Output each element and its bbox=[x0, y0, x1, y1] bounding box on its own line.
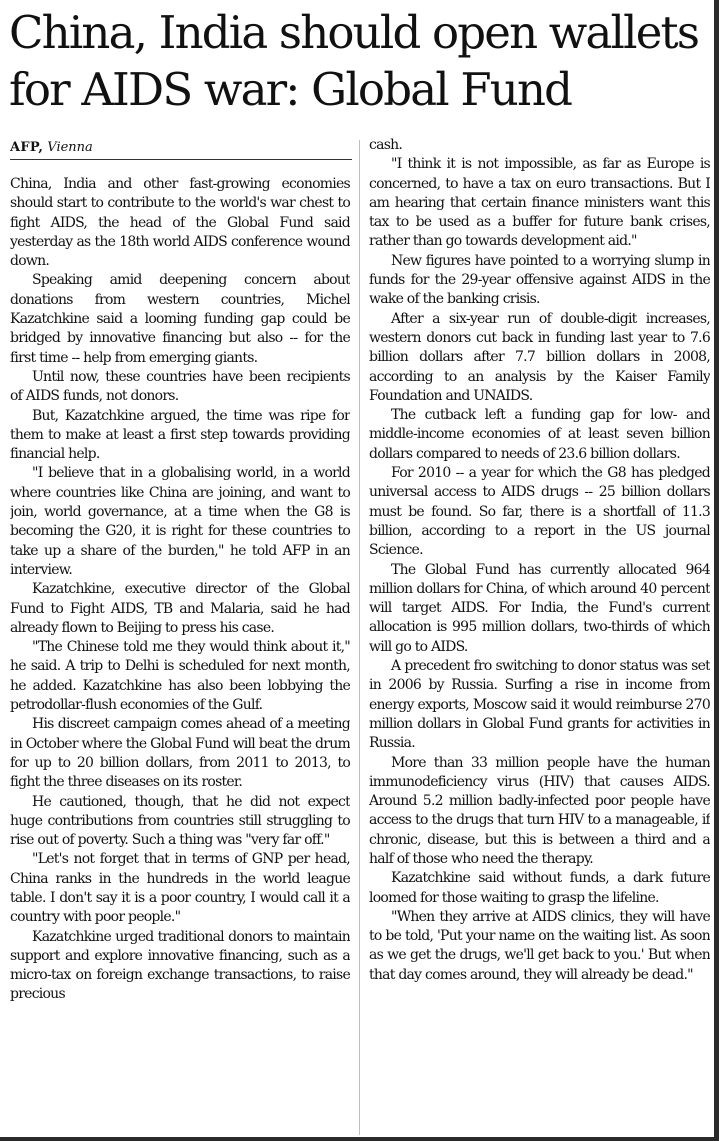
byline-location: Vienna bbox=[47, 140, 93, 155]
paragraph: China, India and other fast-growing economies should start to contribute to the world's war chest to fight AIDS, the head of the Global Fund said yesterday as the 18th world AIDS conference wound down. bbox=[10, 176, 350, 270]
byline bbox=[10, 139, 352, 160]
scan-edge-border bbox=[714, 0, 719, 1141]
paragraph: His discreet campaign comes ahead of a meeting in October where the Global Fund will beat the drum for up to 20 billion dollars, from 2011 to 2013, to fight the three diseases on its roster. bbox=[10, 716, 350, 791]
paragraph: For 2010 -- a year for which the G8 has pledged universal access to AIDS drugs -- 25 billion dollars must be found. So far, there is a shortfall of 11.3 billion, according to a report in the US journal Science. bbox=[369, 465, 710, 559]
paragraph: "When they arrive at AIDS clinics, they will have to be told, 'Put your name on the waiting list. As soon as we get the drugs, we'll get back to you.' But when that day comes around, they will already be dead." bbox=[369, 908, 710, 983]
scan-bottom-border bbox=[0, 1137, 719, 1141]
paragraph: Kazatchkine said without funds, a dark future loomed for those waiting to grasp the lifeline. bbox=[369, 870, 710, 906]
paragraph: Kazatchkine, executive director of the Global Fund to Fight AIDS, TB and Malaria, said he had already flown to Beijing to press his case. bbox=[10, 581, 350, 636]
paragraph: Speaking amid deepening concern about donations from western countries, Michel Kazatchkine said a looming funding gap could be bridged by innovative financing but also -- for the first time -- help from emerging giants. bbox=[10, 272, 350, 366]
paragraph: A precedent fro switching to donor status was set in 2006 by Russia. Surfing a rise in income from energy exports, Moscow said it would reimburse 270 million dollars in Global Fund grants for activities in Russia. bbox=[369, 658, 710, 752]
paragraph: "The Chinese told me they would think about it," he said. A trip to Delhi is scheduled for next month, he added. Kazatchkine has also been lobbying the petrodollar-flush economies of the Gulf. bbox=[10, 639, 350, 714]
byline-agency: AFP, bbox=[10, 140, 44, 155]
paragraph: He cautioned, though, that he did not expect huge contributions from countries still struggling to rise out of poverty. Such a thing was "very far off." bbox=[10, 793, 350, 849]
paragraph: Until now, these countries have been recipients of AIDS funds, not donors. bbox=[10, 368, 350, 405]
paragraph: After a six-year run of double-digit increases, western donors cut back in funding last year to 7.6 billion dollars after 7.7 billion dollars in 2008, according to an analysis by the Kaiser Family Foundation and UNAIDS. bbox=[369, 310, 710, 404]
headline: China, India should open wallets for AIDS war: Global Fund bbox=[9, 6, 699, 116]
paragraph: "Let's not forget that in terms of GNP per head, China ranks in the hundreds in the world league table. I don't say it is a poor country, I would call it a country with poor people." bbox=[10, 851, 350, 926]
paragraph: "I believe that in a globalising world, in a world where countries like China are joining, and want to join, world governance, at a time when the G8 is becoming the G20, it is right for these countries to take up a share of the burden," he told AFP in an interview. bbox=[10, 465, 350, 578]
article-column-left bbox=[10, 175, 350, 1135]
column-divider bbox=[359, 140, 360, 1135]
paragraph: More than 33 million people have the human immunodeficiency virus (HIV) that causes AIDS. Around 5.2 million badly-infected poor people have access to the drugs that turn HIV to a manageable, if chronic, disease, but this is between a third and a half of those who need the therapy. bbox=[369, 754, 710, 867]
paragraph: But, Kazatchkine argued, the time was ripe for them to make at least a first step towards providing financial help. bbox=[10, 407, 350, 463]
paragraph: New figures have pointed to a worrying slump in funds for the 29-year offensive against AIDS in the wake of the banking crisis. bbox=[369, 252, 710, 308]
paragraph: Kazatchkine urged traditional donors to maintain support and explore innovative financing, such as a micro-tax on foreign exchange transactions, to raise precious bbox=[10, 928, 350, 1003]
paragraph: The cutback left a funding gap for low- and middle-income economies of at least seven billion dollars compared to needs of 23.6 billion dollars. bbox=[369, 407, 710, 462]
paragraph: The Global Fund has currently allocated 964 million dollars for China, of which around 40 percent will target AIDS. For India, the Fund's current allocation is 995 million dollars, two-thirds of which will go to AIDS. bbox=[369, 561, 710, 655]
paragraph: "I think it is not impossible, as far as Europe is concerned, to have a tax on euro transactions. But I am hearing that certain finance ministers want this tax to be used as a buffer for future bank crises, rather than go towards development aid." bbox=[369, 156, 710, 250]
paragraph-continuation: cash. bbox=[369, 137, 403, 153]
article-column-right bbox=[369, 136, 710, 1136]
